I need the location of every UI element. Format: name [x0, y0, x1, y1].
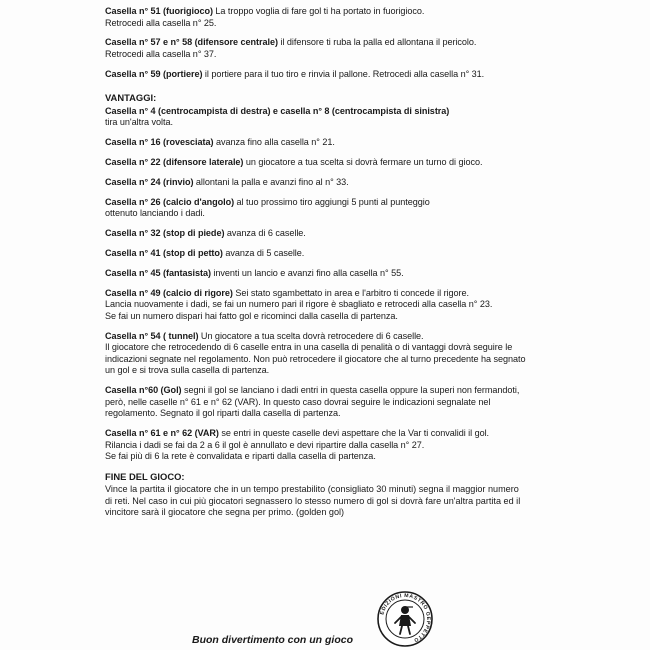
rule-entry-label: Casella n° 61 e n° 62 (VAR)	[105, 428, 219, 439]
rule-entry	[105, 6, 545, 29]
rule-entry-label: Casella n° 59 (portiere)	[105, 68, 203, 79]
rule-entry	[105, 268, 545, 280]
rule-entry-text: il difensore ti ruba la palla ed allontana il pericolo.	[277, 37, 477, 48]
rule-entry-text: allontani la palla e avanzi fino al n° 33.	[193, 176, 349, 187]
rule-entry-first-line	[105, 385, 545, 397]
rule-entry	[105, 228, 545, 240]
rule-entry-text: avanza fino alla casella n° 21.	[213, 137, 335, 148]
rule-entry-text: se entri in queste caselle devi aspettare che la Var ti convalidi il gol.	[218, 428, 490, 439]
rule-entry	[105, 37, 545, 60]
rule-entry-label: Casella n° 22 (difensore laterale)	[105, 157, 244, 168]
rule-entry-text: Un giocatore a tua scelta dovrà retrocedere di 6 caselle.	[198, 330, 424, 341]
rules-text	[105, 6, 545, 519]
rule-entry-first-line	[105, 106, 545, 118]
rule-entry-label: Casella n° 51 (fuorigioco)	[105, 6, 213, 16]
rule-entry-first-line	[105, 157, 545, 169]
rule-entry-first-line	[105, 248, 545, 260]
footer-tagline: Buon divertimento con un gioco	[192, 634, 353, 646]
rule-entry-continuation: Se fai più di 6 la rete è convalidata e riparti dalla casella di partenza.	[105, 451, 376, 462]
rule-entry-first-line	[105, 228, 545, 240]
rule-entry	[105, 106, 545, 129]
rule-entry-text: il portiere para il tuo tiro e rinvia il pallone. Retrocedi alla casella n° 31.	[202, 68, 485, 79]
rule-entry-text: un giocatore a tua scelta si dovrà fermare un turno di gioco.	[243, 157, 483, 168]
rule-entry-label: Casella n° 4 (centrocampista di destra) e casella n° 8 (centrocampista di sinistra)	[105, 105, 450, 116]
rule-entry-first-line	[105, 177, 545, 189]
rule-entry-continuation: Se fai un numero dispari hai fatto gol e ricominci dalla casella di partenza.	[105, 310, 398, 321]
rule-entry-label: Casella n° 57 e n° 58 (difensore centrale)	[105, 37, 278, 48]
rule-entry-first-line	[105, 6, 545, 18]
vantaggi-heading: VANTAGGI:	[105, 92, 157, 104]
rule-entry	[105, 288, 545, 323]
rule-entry-first-line	[105, 268, 545, 280]
rule-entry-text: avanza di 6 caselle.	[224, 228, 306, 239]
rule-entry	[105, 248, 545, 260]
rule-entry-continuation: indicazioni segnate nel regolamento. Non può retrocedere il giocatore che al turno precedente ha segnato	[105, 353, 526, 364]
rule-entry-continuation: un gol e si trova sulla casella di partenza.	[105, 365, 270, 376]
rule-entry-continuation: Lancia nuovamente i dadi, se fai un numero pari il rigore è sbagliato e retrocedi alla casella n° 23.	[105, 299, 493, 310]
rule-entry-label: Casella n° 16 (rovesciata)	[105, 137, 214, 148]
rule-entry-continuation: Rilancia i dadi se fai da 2 a 6 il gol è annullato e devi ripartire dalla casella n° 27.	[105, 439, 425, 450]
fine-del-gioco-heading: FINE DEL GIOCO:	[105, 470, 185, 482]
rule-entry	[105, 428, 545, 463]
rule-entry-label: Casella n° 49 (calcio di rigore)	[105, 287, 233, 298]
rule-entry-text: al tuo prossimo tiro aggiungi 5 punti al punteggio	[234, 196, 430, 207]
rule-entry-continuation: tira un'altra volta.	[105, 117, 173, 128]
rule-entry	[105, 385, 545, 420]
fine-line: Vince la partita il giocatore che in un tempo prestabilito (consigliato 30 minuti) segna il maggior numero	[105, 484, 519, 495]
rule-entry-first-line	[105, 331, 545, 343]
rule-entry-continuation: regolamento. Segnato il gol riparti dalla casella di partenza.	[105, 408, 341, 419]
rule-entry-first-line	[105, 69, 545, 81]
rule-entry-continuation: Retrocedi alla casella n° 25.	[105, 17, 217, 28]
rule-entry-first-line	[105, 288, 545, 300]
fine-line: di reti. Nel caso in cui più giocatori segnassero lo stesso numero di gol si dovrà fare un'altra partita ed il	[105, 495, 521, 506]
penalty-entries	[105, 6, 545, 80]
rule-entry	[105, 69, 545, 81]
rule-entry	[105, 331, 545, 377]
rule-entry-label: Casella n° 32 (stop di piede)	[105, 228, 225, 239]
rule-entry-text: inventi un lancio e avanzi fino alla casella n° 55.	[210, 268, 404, 279]
advantage-entries	[105, 106, 545, 463]
rule-entry	[105, 197, 545, 220]
rule-entry-continuation: però, nelle caselle n° 61 e n° 62 (VAR). In questo caso dovrai seguire le indicazioni segnalate nel	[105, 396, 491, 407]
rule-entry	[105, 177, 545, 189]
rule-entry	[105, 137, 545, 149]
rule-entry-text: avanza di 5 caselle.	[222, 248, 305, 259]
rule-entry-label: Casella n° 26 (calcio d'angolo)	[105, 196, 235, 207]
rule-entry-first-line	[105, 37, 545, 49]
fine-line: vincitore sarà il giocatore che segna per primo. (golden gol)	[105, 507, 345, 518]
rule-entry-first-line	[105, 137, 545, 149]
rule-entry-label: Casella n° 45 (fantasista)	[105, 268, 211, 279]
rule-entry-text: Sei stato sgambettato in area e l'arbitro ti concede il rigore.	[232, 287, 470, 298]
svg-text:EDIZIONI MASTRO GEPPETTO: EDIZIONI MASTRO GEPPETTO	[379, 592, 432, 644]
rule-entry-continuation: ottenuto lanciando i dadi.	[105, 208, 205, 219]
rule-entry-label: Casella n° 24 (rinvio)	[105, 176, 194, 187]
rule-entry-label: Casella n° 54 ( tunnel)	[105, 330, 199, 341]
rule-entry-continuation: Retrocedi alla casella n° 37.	[105, 48, 217, 59]
rule-entry-label: Casella n°60 (Gol)	[105, 385, 182, 396]
rule-entry-label: Casella n° 41 (stop di petto)	[105, 248, 223, 259]
rule-entry-first-line	[105, 197, 545, 209]
rule-entry-continuation: Il giocatore che retrocedendo di 6 caselle entra in una casella di penalità o di vantaggi dovrà seguire le	[105, 342, 513, 353]
rule-entry	[105, 157, 545, 169]
edizioni-mastro-geppetto-logo-icon	[376, 590, 434, 648]
rule-entry-first-line	[105, 428, 545, 440]
fine-del-gioco-text	[105, 484, 545, 519]
rule-entry-text: segni il gol se lanciano i dadi entri in questa casella oppure la superi non fermandoti,	[181, 385, 520, 396]
rule-entry-text: La troppo voglia di fare gol ti ha portato in fuorigioco.	[212, 6, 425, 16]
